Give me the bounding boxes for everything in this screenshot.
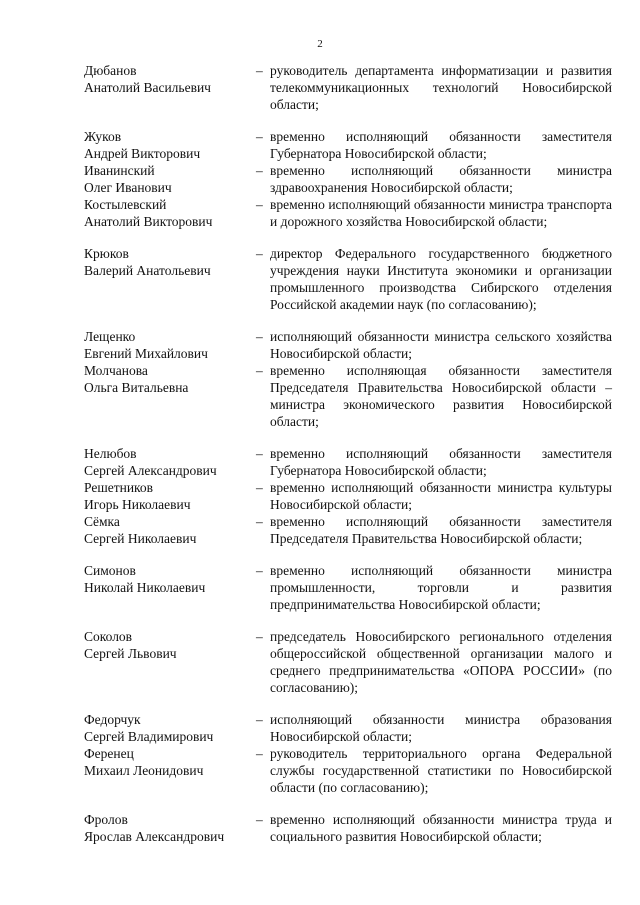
member-surname: Федорчук	[84, 712, 141, 727]
member-given-names: Михаил Леонидович	[84, 763, 204, 778]
member-surname: Молчанова	[84, 363, 148, 378]
member-role: временно исполняющий обязанности министра транспорта и дорожного хозяйства Новосибирской области;	[270, 197, 612, 229]
member-entry	[84, 62, 612, 113]
member-given-names: Ольга Витальевна	[84, 380, 189, 395]
dash-separator: –	[256, 163, 263, 178]
member-surname: Соколов	[84, 629, 133, 644]
member-surname: Костылевский	[84, 197, 167, 212]
member-name	[84, 328, 256, 362]
member-entry	[84, 128, 612, 162]
dash-separator: –	[256, 480, 263, 495]
member-surname: Решетников	[84, 480, 154, 495]
member-name	[84, 711, 256, 745]
member-entry	[84, 245, 612, 313]
dash-separator: –	[256, 629, 263, 644]
member-name	[84, 628, 256, 696]
member-entry	[84, 328, 612, 362]
member-given-names: Валерий Анатольевич	[84, 263, 211, 278]
member-given-names: Анатолий Васильевич	[84, 80, 211, 95]
member-surname: Лещенко	[84, 329, 136, 344]
member-given-names: Игорь Николаевич	[84, 497, 191, 512]
member-role: временно исполняющий обязанности министра здравоохранения Новосибирской области;	[270, 163, 612, 195]
member-name	[84, 362, 256, 430]
member-entry	[84, 562, 612, 613]
page-number: 2	[317, 38, 323, 50]
member-role: руководитель департамента информатизации и развития телекоммуникационных технологий Новосибирской области;	[270, 63, 612, 112]
member-role: руководитель территориального органа Федеральной службы государственной статистики по Новосибирской области (по согласованию);	[270, 746, 612, 795]
member-surname: Иванинский	[84, 163, 155, 178]
dash-separator: –	[256, 812, 263, 827]
member-given-names: Сергей Николаевич	[84, 531, 197, 546]
member-name	[84, 62, 256, 113]
dash-separator: –	[256, 746, 263, 761]
member-role: временно исполняющий обязанности министра труда и социального развития Новосибирской области;	[270, 812, 612, 844]
member-given-names: Андрей Викторович	[84, 146, 201, 161]
member-given-names: Анатолий Викторович	[84, 214, 213, 229]
member-entry	[84, 745, 612, 796]
dash-separator: –	[256, 329, 263, 344]
dash-separator: –	[256, 129, 263, 144]
member-given-names: Николай Николаевич	[84, 580, 206, 595]
member-entry	[84, 162, 612, 196]
member-name	[84, 128, 256, 162]
member-entry	[84, 445, 612, 479]
member-entry	[84, 811, 612, 845]
member-given-names: Евгений Михайлович	[84, 346, 208, 361]
member-entry	[84, 513, 612, 547]
dash-separator: –	[256, 63, 263, 78]
member-surname: Сёмка	[84, 514, 120, 529]
member-given-names: Олег Иванович	[84, 180, 172, 195]
member-role: исполняющий обязанности министра образования Новосибирской области;	[270, 712, 612, 744]
member-name	[84, 745, 256, 796]
member-role: временно исполняющий обязанности заместителя Губернатора Новосибирской области;	[270, 129, 612, 161]
dash-separator: –	[256, 197, 263, 212]
member-surname: Симонов	[84, 563, 136, 578]
member-entry	[84, 479, 612, 513]
member-entry	[84, 362, 612, 430]
member-entry	[84, 628, 612, 696]
dash-separator: –	[256, 514, 263, 529]
member-role: временно исполняющий обязанности министра промышленности, торговли и развития предпринимательства Новосибирской области;	[270, 563, 612, 612]
member-entry	[84, 711, 612, 745]
member-given-names: Сергей Александрович	[84, 463, 217, 478]
dash-separator: –	[256, 446, 263, 461]
member-role: временно исполняющий обязанности министра культуры Новосибирской области;	[270, 480, 612, 512]
dash-separator: –	[256, 363, 263, 378]
dash-separator: –	[256, 712, 263, 727]
dash-separator: –	[256, 563, 263, 578]
member-role: председатель Новосибирского регионального отделения общероссийской общественной организации малого и среднего предпринимательства «ОПОРА РОССИИ» (по согласованию);	[270, 629, 612, 695]
member-name	[84, 479, 256, 513]
member-surname: Фролов	[84, 812, 128, 827]
member-surname: Нелюбов	[84, 446, 137, 461]
member-name	[84, 196, 256, 230]
member-role: исполняющий обязанности министра сельского хозяйства Новосибирской области;	[270, 329, 612, 361]
member-name	[84, 811, 256, 845]
member-role: директор Федерального государственного бюджетного учреждения науки Института экономики и организации промышленного производства Сибирского отделения Российской академии наук (по согласованию);	[270, 246, 612, 312]
member-given-names: Сергей Владимирович	[84, 729, 214, 744]
member-role: временно исполняющий обязанности заместителя Председателя Правительства Новосибирской области;	[270, 514, 612, 546]
member-role: временно исполняющая обязанности заместителя Председателя Правительства Новосибирской области – министра экономического развития Новосибирской области;	[270, 363, 612, 429]
member-given-names: Ярослав Александрович	[84, 829, 225, 844]
member-role: временно исполняющий обязанности заместителя Губернатора Новосибирской области;	[270, 446, 612, 478]
member-entry	[84, 196, 612, 230]
member-surname: Жуков	[84, 129, 122, 144]
member-surname: Крюков	[84, 246, 129, 261]
dash-separator: –	[256, 246, 263, 261]
member-name	[84, 245, 256, 313]
member-name	[84, 562, 256, 613]
member-name	[84, 162, 256, 196]
member-given-names: Сергей Львович	[84, 646, 177, 661]
member-name	[84, 513, 256, 547]
member-list	[84, 62, 612, 860]
member-name	[84, 445, 256, 479]
member-surname: Дюбанов	[84, 63, 137, 78]
member-surname: Ференец	[84, 746, 134, 761]
